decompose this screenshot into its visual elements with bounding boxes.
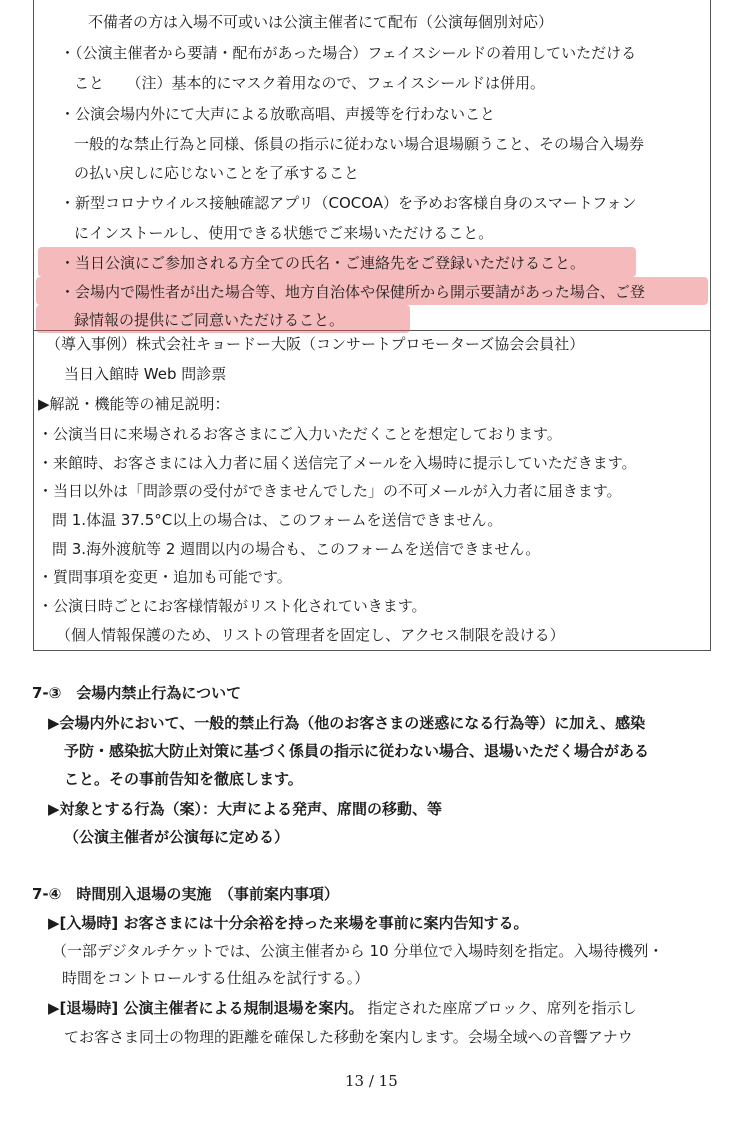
section-line: 予防・感染拡大防止対策に基づく係員の指示に従わない場合、退場いただく場合がある [64, 742, 650, 760]
box2-line: （個人情報保護のため、リストの管理者を固定し、アクセス制限を設ける） [56, 626, 565, 644]
section-line: こと。その事前告知を徹底します。 [64, 770, 303, 788]
box2-line: （導入事例）株式会社キョードー大阪（コンサートプロモーターズ協会会員社） [46, 335, 585, 353]
box1-line: 不備者の方は入場不可或いは公演主催者にて配布（公演毎個別対応） [88, 13, 554, 31]
box2-line: ・当日以外は「問診票の受付ができませんでした」の不可メールが入力者に届きます。 [38, 482, 622, 500]
box1-line: ・会場内で陽性者が出た場合等、地方自治体や保健所から開示要請があった場合、ご登 [60, 283, 645, 301]
section-line: ▶会場内外において、一般的禁止行為（他のお客さまの迷惑になる行為等）に加え、感染 [48, 714, 646, 732]
box1-line: ・新型コロナウイルス接触確認アプリ（COCOA）を予めお客様自身のスマートフォン [60, 194, 637, 212]
box1-line: ・（公演主催者から要請・配布があった場合）フェイスシールドの着用していただける [60, 44, 637, 62]
box2-line: ・公演日時ごとにお客様情報がリスト化されていきます。 [38, 597, 427, 615]
box2-line: ▶解説・機能等の補足説明： [38, 395, 230, 413]
box2-line: 問 3.海外渡航等 2 週間以内の場合も、このフォームを送信できません。 [52, 540, 541, 558]
entry-note: 時間をコントロールする仕組みを試行する。） [62, 969, 370, 987]
box-bottom-border [33, 650, 711, 651]
box1-line: 録情報の提供にご同意いただけること。 [74, 311, 345, 329]
entry-note: （一部デジタルチケットでは、公演主催者から 10 分単位で入場時刻を指定。入場待機列・ [52, 942, 664, 960]
box2-line: ・公演当日に来場されるお客さまにご入力いただくことを想定しております。 [38, 425, 562, 443]
section-heading: 7-④ 時間別入退場の実施 （事前案内事項） [32, 885, 339, 903]
box2-line: 当日入館時 Web 問診票 [64, 365, 227, 383]
page-number: 13 / 15 [345, 1072, 398, 1090]
section-line: （公演主催者が公演毎に定める） [64, 828, 290, 846]
box1-line: 一般的な禁止行為と同様、係員の指示に従わない場合退場願うこと、その場合入場券 [74, 135, 645, 153]
exit-bold: ▶[退場時] 公演主催者による規制退場を案内。 [48, 999, 364, 1017]
section-line: ▶対象とする行為（案）：大声による発声、席間の移動、等 [48, 800, 443, 818]
box1-line: こと （注）基本的にマスク着用なので、フェイスシールドは併用。 [74, 74, 546, 92]
box2-line: ・来館時、お客さまには入力者に届く送信完了メールを入場時に提示していただきます。 [38, 454, 637, 472]
box2-line: 問 1.体温 37.5°C以上の場合は、このフォームを送信できません。 [52, 511, 503, 529]
exit-line [48, 998, 637, 1018]
section-heading: 7-③ 会場内禁止行為について [32, 684, 242, 702]
exit-rest: 指定された座席ブロック、席列を指示し [367, 999, 637, 1017]
box1-line: の払い戻しに応じないことを了承すること [74, 164, 360, 182]
box1-line: にインストールし、使用できる状態でご来場いただけること。 [74, 224, 494, 242]
box1-line: ・公演会場内外にて大声による放歌高唱、声援等を行わないこと [60, 105, 496, 123]
box2-line: ・質問事項を変更・追加も可能です。 [38, 568, 292, 586]
box1-line: ・当日公演にご参加される方全ての氏名・ご連絡先をご登録いただけること。 [60, 254, 586, 272]
exit-line-2: てお客さま同士の物理的距離を確保した移動を案内します。会場全域への音響アナウ [64, 1028, 633, 1046]
entry-line: ▶[入場時] お客さまには十分余裕を持った来場を事前に案内告知する。 [48, 914, 529, 932]
